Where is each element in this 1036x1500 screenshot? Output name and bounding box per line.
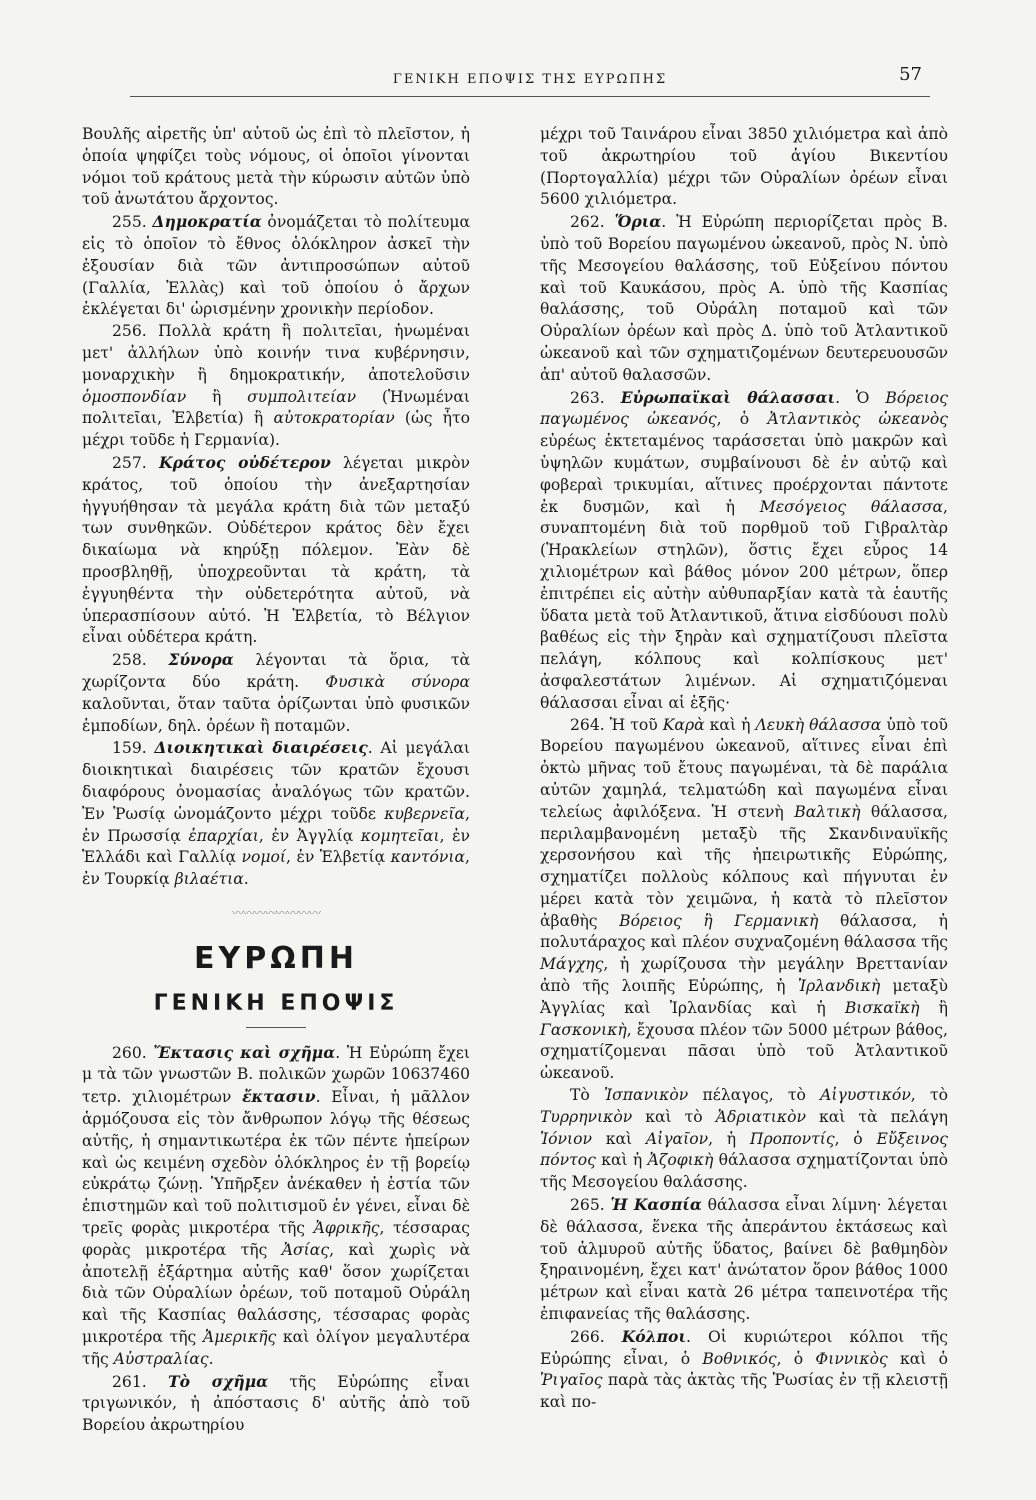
term-the-shape: Τὸ σχῆμα [167, 1371, 269, 1391]
paragraph-number: 258. [112, 651, 147, 670]
term-gulfs: Κόλποι [621, 1326, 686, 1346]
paragraph-266 [540, 1326, 948, 1414]
paragraph-text: . Οἱ κυριώτεροι κόλποι τῆς Εὐρώπης εἶναι, ὁ [540, 1327, 948, 1368]
term-caspian: Ἡ Κασπία [610, 1195, 702, 1215]
paragraph-text: ὀνομάζεται τὸ πολίτευμα εἰς τὸ ὁποῖον τὸ ἔθνος ὁλόκληρον ἀσκεῖ τὴν ἐξουσίαν διὰ τῶν ἀντιπροσώπων αὐτοῦ (Γαλλία, Ἑλλὰς) καὶ τοῦ ὁποίου ὁ ἄρχων ἐκλέγεται δι' ὡρισμένην χρονικὴν περίοδον. [82, 213, 470, 319]
italic-term: Φυσικὰ σύνορα [325, 672, 470, 691]
paragraph-number: 159. [112, 739, 147, 758]
ornament-divider: 〰〰〰〰〰〰〰〰 [231, 905, 320, 920]
italic-term: Γασκονικὴ [540, 1020, 627, 1039]
paragraph-text: . Εἶναι, ἡ μᾶλλον ἁρμόζουσα εἰς τὸν ἄνθρωπον λόγῳ τῆς θέσεως αὐτῆς, ἡ σημαντικωτέρα ἐκ τῶν πέντε ἠπείρων καὶ ὡς κειμένη σχεδὸν ὁλόκληρος ἐν τῇ βορείῳ εὐκράτῳ ζώνῃ. Ὑπῆρξεν ἀνέκαθεν ἡ ἑστία τῶν ἐπιστημῶν καὶ τοῦ πολιτισμοῦ ἐν γένει, εἶναι δὲ τρεῖς φορὰς μικροτέρα τῆς [82, 1088, 470, 1238]
term-extent: ἔκτασιν [242, 1087, 316, 1107]
paragraph-text: ἢ [186, 387, 248, 406]
paragraph-text: . [243, 870, 249, 889]
right-column [540, 124, 948, 1414]
paragraph-261 [82, 1371, 470, 1437]
paragraph-text: , ἐν Πρωσσίᾳ [82, 804, 470, 845]
paragraph-text: . Ὁ [835, 388, 886, 407]
italic-term: Ἀτλαντικὸς ὠκεανὸς [767, 410, 948, 429]
paragraph-264 [540, 715, 948, 1086]
paragraph-text: , ὁ [776, 1349, 816, 1368]
paragraph-text: (Ἡνωμέναι πολιτεῖαι, Ἑλβετία) ἢ [82, 387, 470, 428]
paragraph-text: . Ἡ Εὐρώπη ἔχει μ τὰ τῶν γνωστῶν Β. πολικῶν χωρῶν 10637460 τετρ. χιλιομέτρων [82, 1043, 470, 1107]
page-number: 57 [899, 64, 922, 85]
paragraph-continued: μέχρι τοῦ Ταινάρου εἶναι 3850 χιλιόμετρα καὶ ἀπὸ τοῦ ἀκρωτηρίου τοῦ ἁγίου Βικεντίου (Πορτογαλλία) μέχρι τῶν Οὐραλίων ὀρέων εἶναι 5600 χιλιόμετρα. [540, 125, 948, 209]
italic-term: Ῥιγαῖος [540, 1371, 603, 1390]
italic-term: Ἰόνιον [540, 1129, 592, 1148]
paragraph-text: παρὰ τὰς ἀκτὰς τῆς Ῥωσίας ἐν τῇ κλειστῇ καὶ πο- [540, 1371, 948, 1412]
paragraph-text: , τὸ [910, 1086, 949, 1105]
italic-term: Μάγχης [540, 955, 604, 974]
italic-term: Ἰσπανικὸν [604, 1086, 689, 1105]
term-democracy: Δημοκρατία [152, 212, 262, 232]
paragraph-number: 257. [112, 453, 147, 472]
italic-term: Βόρειος παγωμένος ὠκεανός [540, 388, 948, 429]
term-borders: Σύνορα [168, 650, 234, 670]
paragraph-number: 255. [112, 213, 147, 232]
paragraph-259 [82, 737, 470, 891]
term-european-seas: Εὐρωπαϊκαὶ θάλασσαι [620, 387, 836, 407]
paragraph-text: , ἐν Ἀγγλίᾳ [258, 826, 361, 845]
paragraph-257 [82, 452, 470, 649]
paragraph-text: καὶ ὀλίγον μεγαλυτέρα τῆς [82, 1328, 470, 1368]
italic-term: Ἀδριατικὸν [715, 1107, 806, 1126]
paragraph-text: , καὶ χωρὶς νὰ ἀποτελῇ ἐξάρτημα αὐτῆς καθ' ὅσον χωρίζεται διὰ τῶν Οὐραλίων ὀρέων, τοῦ ποταμοῦ Οὐράλη καὶ τῆς Κασπίας θαλάσσης, τέσσαρας φορὰς μικροτέρα τῆς [82, 1240, 470, 1347]
paragraph-text: εὐρέως ἐκτεταμένος ταράσσεται ὑπὸ μακρῶν καὶ ὑψηλῶν κυμάτων, συμβαίνουσι δὲ ἐν αὐτῷ καὶ φοβεραὶ τρικυμίαι, αἵτινες προέρχονται πάντοτε ἐκ δυσμῶν, καὶ ἡ [540, 432, 948, 516]
term-extent-and-shape: Ἔκτασις καὶ σχῆμα [153, 1042, 336, 1062]
italic-term: ὁμοσπονδίαν [82, 387, 187, 406]
paragraph-text: πέλαγος, τὸ [688, 1086, 821, 1105]
paragraph-text: καὶ τὰ πελάγη [806, 1107, 948, 1126]
italic-term: Μεσόγειος θάλασσα [759, 497, 944, 516]
paragraph-265 [540, 1194, 948, 1326]
italic-term: καντόνια [390, 848, 466, 867]
italic-term: Αὐστραλίας [113, 1349, 209, 1368]
italic-term: Φιννικὸς [815, 1349, 888, 1368]
italic-term: βιλαέτια [174, 870, 244, 889]
paragraph-number: 266. [570, 1327, 605, 1346]
paragraph-number: 265. [570, 1196, 605, 1215]
italic-term: Αἰγαῖον [645, 1129, 709, 1148]
paragraph-text: λέγονται τὰ ὅρια, τὰ χωρίζοντα δύο κράτη. [82, 651, 470, 691]
italic-term: Ἀζοφικὴ [647, 1151, 714, 1170]
italic-term: Βαλτικὴ [794, 802, 861, 821]
paragraph-text: , ἡ χωρίζουσα τὴν μεγάλην Βρεττανίαν ἀπὸ τῆς λοιπῆς Εὐρώπης, ἡ [540, 955, 948, 996]
paragraph-number: 260. [112, 1043, 147, 1062]
paragraph-260 [82, 1042, 470, 1371]
paragraph-text: 264. Ἡ τοῦ [570, 715, 663, 734]
term-neutral-state: Κράτος οὐδέτερον [159, 452, 331, 472]
paragraph-text: τῆς Εὐρώπης εἶναι τριγωνικόν, ἡ ἀπόστασις δ' αὐτῆς ἀπὸ τοῦ Βορείου ἀκρωτηρίου [82, 1372, 470, 1435]
italic-term: Ἀφρικῆς [313, 1219, 380, 1238]
left-column [82, 124, 470, 1437]
paragraph-263 [540, 387, 948, 715]
paragraph-258 [82, 649, 470, 737]
paragraph-text: , ὁ [834, 1129, 877, 1148]
paragraph-text: θάλασσα σχηματίζονται ὑπὸ τῆς Μεσογείου θαλάσσης. [540, 1151, 949, 1192]
italic-term: Τυρρηνικὸν [540, 1107, 633, 1126]
italic-term: Καρὰ [662, 715, 705, 734]
paragraph-text: Τὸ [570, 1086, 605, 1105]
paragraph-262 [540, 211, 948, 386]
paragraph-seas-list [540, 1085, 948, 1194]
paragraph-text: καὶ ἡ [595, 1151, 648, 1170]
paragraph-text: , ἔχουσα πλέον τῶν 5000 μέτρων βάθος, σχηματίζομεναι πᾶσαι ὑπὸ τοῦ Ἀτλαντικοῦ ὠκεανοῦ. [540, 1020, 948, 1083]
italic-term: Ἰρλανδικὴ [797, 977, 881, 996]
italic-term: Βισκαϊκὴ [844, 998, 920, 1017]
paragraph-text: θάλασσα, ἡ πολυτάραχος καὶ πλέον συχναζομένη θάλασσα τῆς [540, 911, 948, 952]
paragraph-255 [82, 211, 470, 321]
paragraph-number: 262. [570, 213, 605, 232]
italic-term: κομητεῖαι [360, 826, 440, 845]
paragraph-text: . Αἱ μεγάλαι διοικητικαὶ διαιρέσεις τῶν κρατῶν ἔχουσι διαφόρους ὀνομασίας ἀναλόγως τῶν κρατῶν. Ἐν Ῥωσίᾳ ὠνομάζοντο μέχρι τοῦδε [82, 739, 470, 823]
paragraph-text: . Ἡ Εὐρώπη περιορίζεται πρὸς Β. ὑπὸ τοῦ Βορείου παγωμένου ὠκεανοῦ, πρὸς Ν. ὑπὸ τῆς Μεσογείου θαλάσσης, τοῦ Εὐξείνου πόντου καὶ τοῦ Καυκάσου, πρὸς Α. ὑπὸ τῆς Κασπίας θαλάσσης, τοῦ Οὐράλη ποταμοῦ καὶ τῶν Οὐραλίων ὀρέων καὶ πρὸς Δ. ὑπὸ τοῦ Ἀτλαντικοῦ ὠκεανοῦ καὶ τῶν σχηματιζομένων δευτερευουσῶν ἀπ' αὐτοῦ θαλασσῶν. [540, 213, 948, 384]
paragraph-text: , ἡ [708, 1129, 750, 1148]
section-subheading: ΓΕΝΙΚΗ ΕΠΟΨΙΣ [153, 990, 399, 1016]
italic-term: συμπολιτείαν [247, 387, 357, 406]
italic-term: Ἀσίας [281, 1240, 330, 1259]
paragraph-text: 256. Πολλὰ κράτη ἢ πολιτεῖαι, ἡνωμέναι μετ' ἀλλήλων ὑπὸ κοινήν τινα κυβέρνησιν, μοναρχικὴν ἢ δημοκρατικήν, ἀποτελοῦσιν [82, 322, 470, 384]
paragraph-number: 261. [112, 1372, 147, 1391]
page-header [130, 62, 930, 97]
paragraph-text: καὶ τὸ [632, 1107, 716, 1126]
paragraph-text: ὑπὸ τοῦ Βορείου παγωμένου ὠκεανοῦ, αἵτινες εἶναι ἐπὶ ὀκτὼ μῆνας τοῦ ἔτους παγωμέναι, τὰ δὲ παράλια αὐτῶν χαμηλά, τελματώδη καὶ παγωμένα εἶναι τελείως ἀφιλόξενα. Ἡ στενὴ [540, 715, 948, 821]
italic-term: Αἰγυστικόν [820, 1086, 911, 1105]
paragraph-text: θάλασσα, περιλαμβανομένη μεταξὺ τῆς Σκανδιναυϊκῆς χερσονήσου καὶ τῆς ἠπειρωτικῆς Εὐρώπης, σχηματίζει πολλοὺς κόλπους καὶ πήγνυται ἐν μέρει κατὰ τὸν χειμῶνα, ἡ κατὰ τὸ πλεῖστον ἀβαθὴς [540, 802, 948, 930]
heading-rule [246, 1027, 306, 1028]
term-administrative-divisions: Διοικητικαὶ διαιρέσεις [154, 738, 368, 758]
italic-term: ἐπαρχίαι [188, 826, 259, 845]
italic-term: Εὔξεινος πόντος [540, 1129, 948, 1170]
italic-term: Λευκὴ θάλασσα [755, 715, 882, 734]
italic-term: αὐτοκρατορίαν [273, 409, 395, 428]
italic-term: Βόρειος ἢ Γερμανικὴ [619, 911, 819, 930]
paragraph-text: μεταξὺ Ἀγγλίας καὶ Ἰρλανδίας καὶ ἡ [540, 977, 948, 1017]
paragraph-256 [82, 321, 470, 452]
paragraph-text: καὶ ἡ [704, 715, 756, 734]
paragraph-text: ἢ [919, 998, 948, 1017]
paragraph-intro: Βουλῆς αἱρετῆς ὑπ' αὐτοῦ ὡς ἐπὶ τὸ πλεῖστον, ἡ ὁποία ψηφίζει τοὺς νόμους, οἱ ὁποῖοι γίνονται νόμοι τοῦ κράτους μετὰ τὴν κύρωσιν αὐτῶν ὑπὸ τοῦ ἀνωτάτου ἄρχοντος. [82, 125, 470, 209]
italic-term: Ἀμερικῆς [202, 1328, 277, 1347]
running-title: ΓΕΝΙΚΗ ΕΠΟΨΙΣ ΤΗΣ ΕΥΡΩΠΗΣ [392, 72, 668, 87]
paragraph-text: . [208, 1349, 214, 1368]
paragraph-text: , ἐν Ἑλλάδι καὶ Γαλλίᾳ [82, 826, 470, 867]
italic-term: Βοθνικός [702, 1349, 777, 1368]
paragraph-text: λέγεται μικρὸν κράτος, τοῦ ὁποίου τὴν ἀνεξαρτησίαν ἠγγυήθησαν τὰ μεγάλα κράτη διὰ τῶν μεταξύ των συνθηκῶν. Οὐδέτερον κράτος δὲν ἔχει δικαίωμα νὰ κηρύξῃ πόλεμον. Ἐὰν δὲ προσβληθῇ, ὑποχρεοῦνται τὰ κράτη, τὰ ἐγγυηθέντα τὴν οὐδετερότητα αὐτοῦ, νὰ ὑπερασπίσουν αὐτό. Ἡ Ἑλβετία, τὸ Βέλγιον εἶναι οὐδέτερα κράτη. [82, 453, 470, 647]
paragraph-text: , ἐν Τουρκίᾳ [82, 848, 470, 889]
paragraph-text: καὶ ὁ [887, 1349, 948, 1368]
italic-term: νομοί [241, 848, 287, 867]
paragraph-text: , τέσσαρας φορὰς μικροτέρα τῆς [82, 1219, 470, 1259]
paragraph-text: , συναπτομένη διὰ τοῦ πορθμοῦ τοῦ Γιβραλτὰρ (Ἡρακλείων στηλῶν), ὅστις ἔχει εὖρος 14 χιλιομέτρων καὶ βάθος μόνον 200 μέτρων, ὅπερ ἐπιτρέπει εἰς αὐτὴν αὐθυπαρξίαν κατὰ τὰ ἑαυτῆς ὕδατα μετὰ τοῦ Ἀτλαντικοῦ, ἅτινα εἰσδύουσι πολὺ βαθέως εἰς τὴν ξηρὰν καὶ σχηματίζουσι πλεῖστα πελάγη, κόλπους καὶ κολπίσκους μετ' ἀσφαλεστάτων λιμένων. Αἱ σχηματιζόμεναι θάλασσαι εἶναι αἱ ἑξῆς· [540, 497, 948, 712]
paragraph-text: , ἐν Ἑλβετίᾳ [286, 848, 391, 867]
italic-term: κυβερνεῖα [384, 804, 466, 823]
section-heading: ΕΥΡΩΠΗ [194, 940, 358, 976]
paragraph-text: καὶ [591, 1129, 646, 1148]
paragraph-number: 263. [570, 388, 605, 407]
paragraph-text: καλοῦνται, ὅταν ταῦτα ὁρίζωνται ὑπὸ φυσικῶν ἐμποδίων, δηλ. ὀρέων ἢ ποταμῶν. [82, 694, 470, 735]
italic-term: Προποντίς [749, 1129, 835, 1148]
paragraph-text: (ὡς ἦτο μέχρι τοῦδε ἡ Γερμανία). [82, 409, 470, 450]
paragraph-text: , ὁ [716, 410, 768, 429]
paragraph-text: θάλασσα εἶναι λίμνη· λέγεται δὲ θάλασσα, ἕνεκα τῆς ἀπεράντου ἐκτάσεως καὶ τοῦ ἁλμυροῦ αὐτῆς ὕδατος, βαίνει δὲ βαθμηδὸν ξηραινομένη, ἔχει κατ' ἀνώτατον ὅρον βάθος 1000 μέτρων καὶ εἶναι κατὰ 26 μέτρα ταπεινοτέρα τῆς ἐπιφανείας τῆς θαλάσσης. [540, 1196, 948, 1324]
term-boundaries: Ὅρια [614, 212, 662, 232]
